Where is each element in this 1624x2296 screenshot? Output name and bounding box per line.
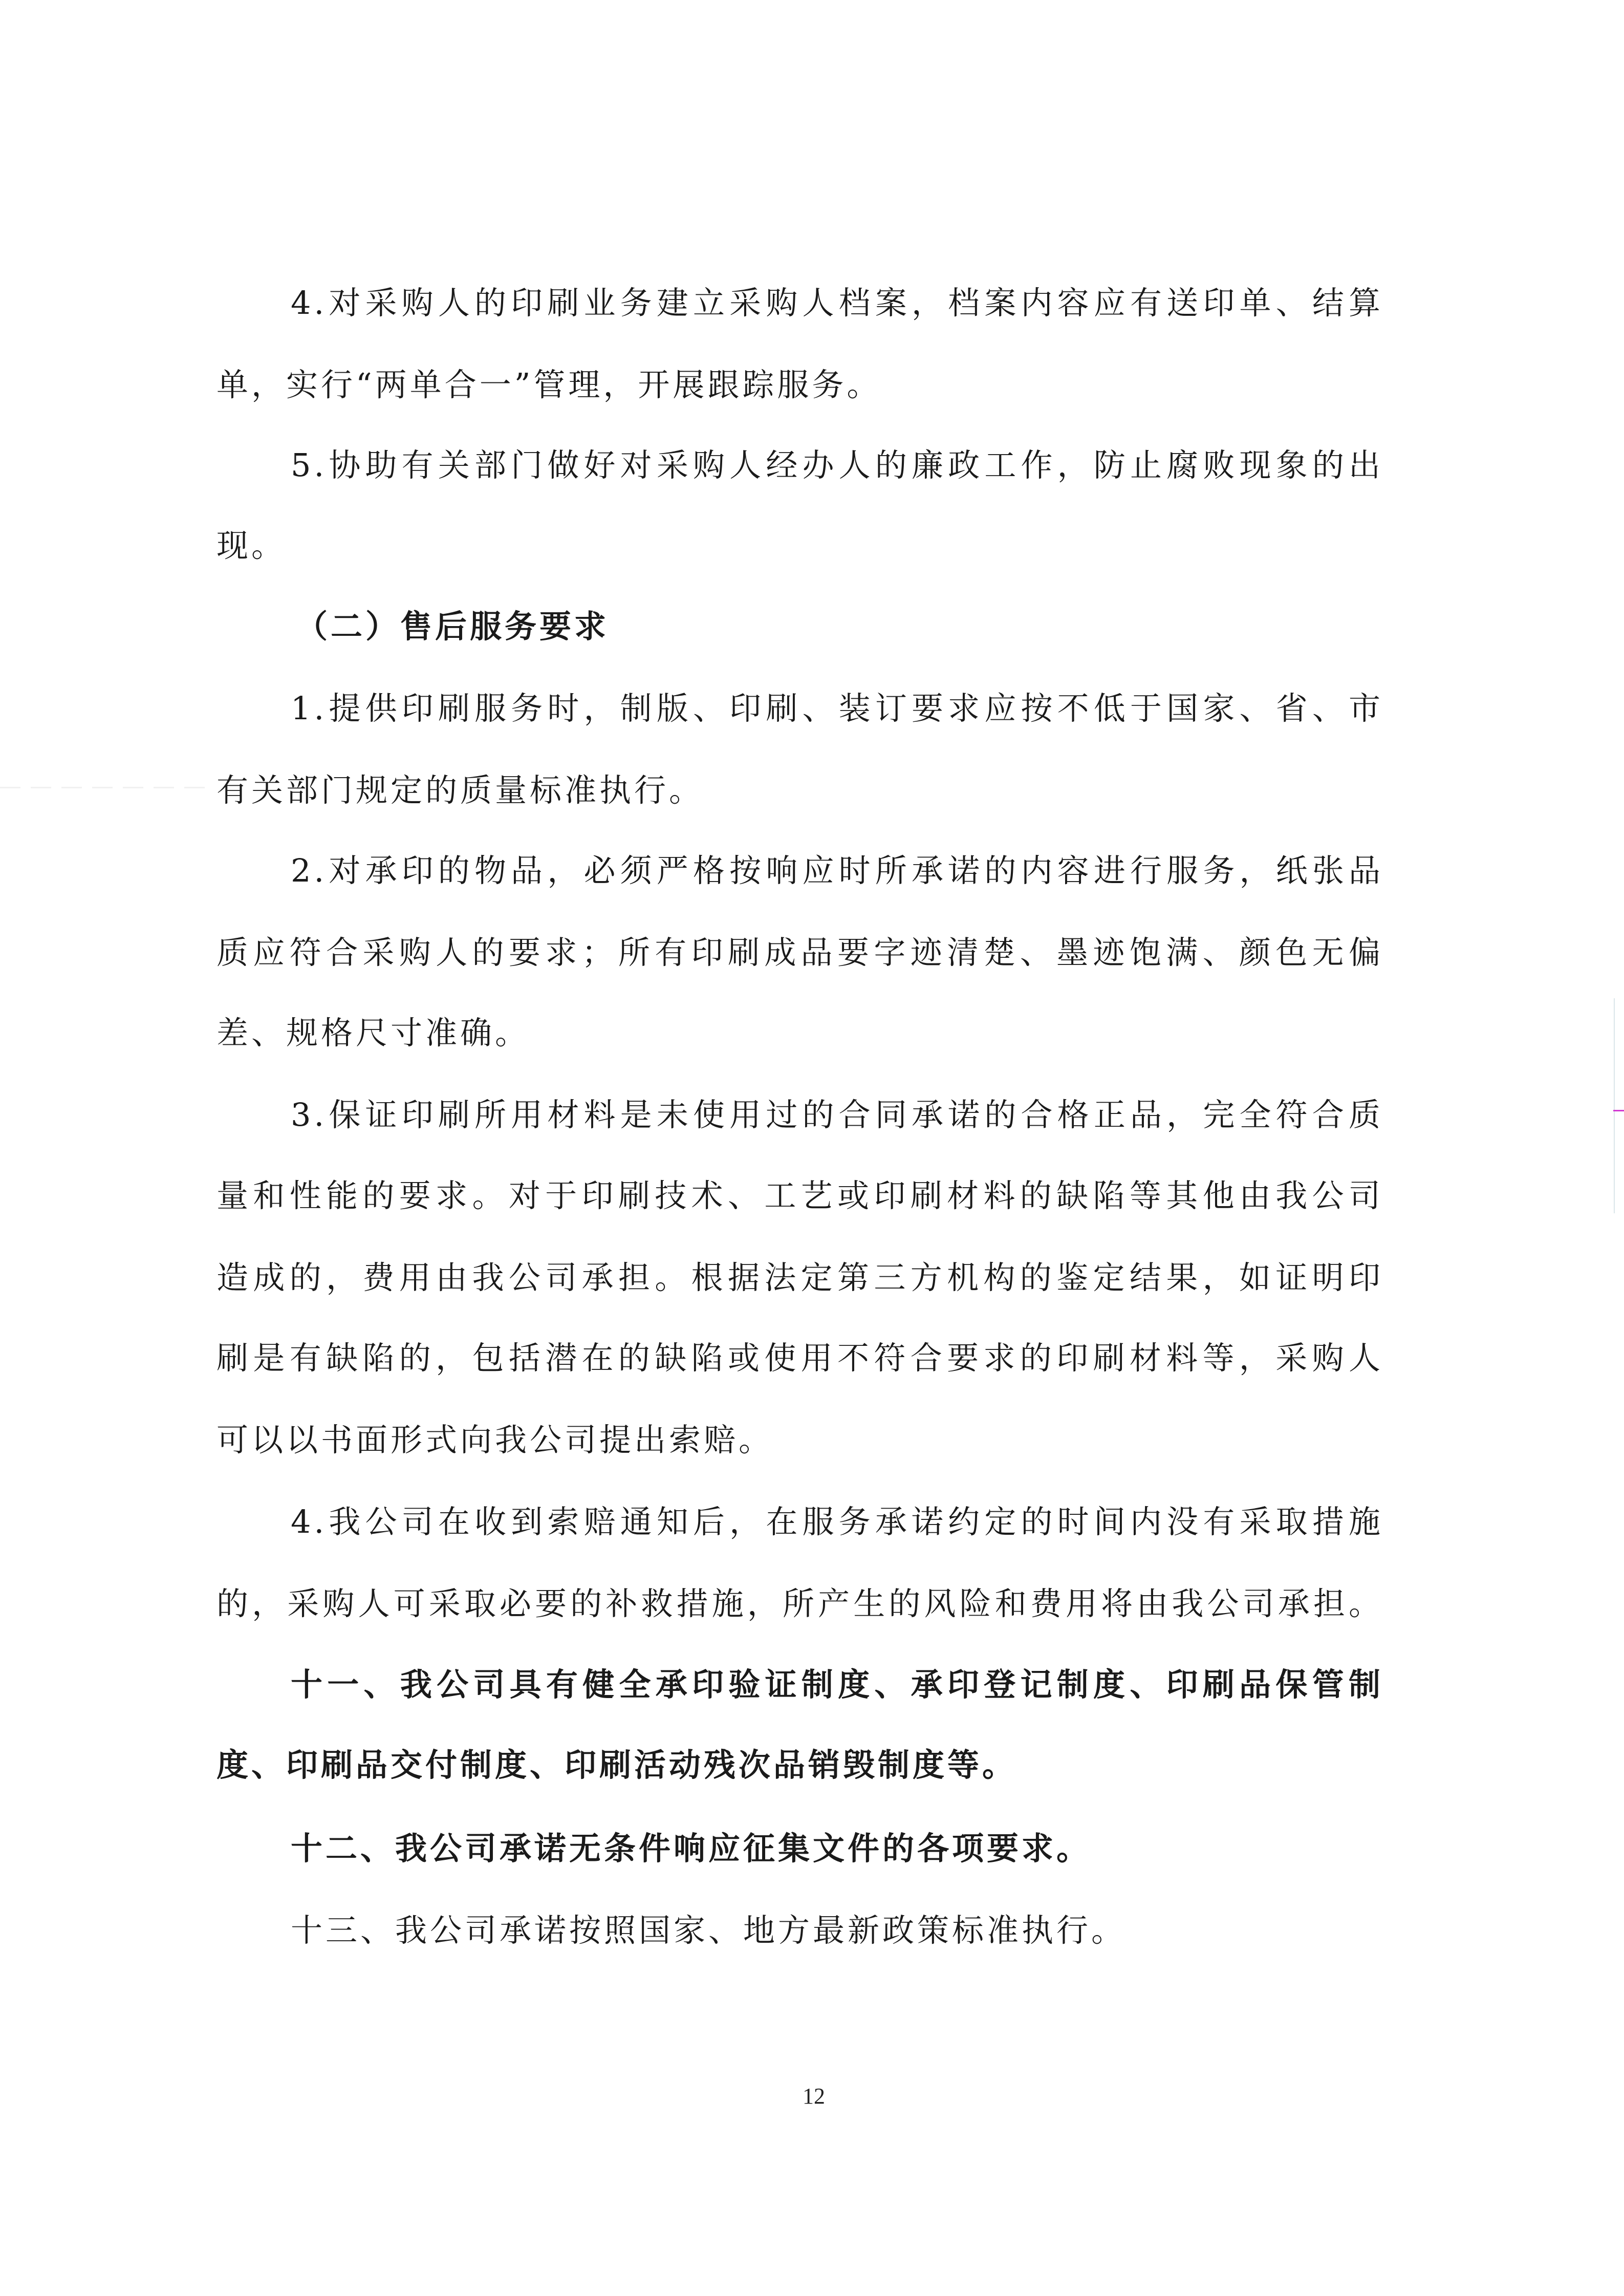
paragraph-line: 有关部门规定的质量标准执行。 xyxy=(216,771,704,809)
page-number: 12 xyxy=(803,2084,825,2109)
paragraph-line: 3.保证印刷所用材料是未使用过的合同承诺的合格正品，完全符合质 xyxy=(291,1096,1383,1133)
paragraph-line: 量和性能的要求。对于印刷技术、工艺或印刷材料的缺陷等其他由我公司 xyxy=(216,1177,1383,1214)
commitment-line: 十二、我公司承诺无条件响应征集文件的各项要求。 xyxy=(291,1830,1092,1867)
paragraph-line: 刷是有缺陷的，包括潜在的缺陷或使用不符合要求的印刷材料等，采购人 xyxy=(216,1339,1383,1377)
commitment-line: 十一、我公司具有健全承印验证制度、承印登记制度、印刷品保管制 xyxy=(291,1666,1383,1703)
commitment-line: 十三、我公司承诺按照国家、地方最新政策标准执行。 xyxy=(291,1912,1127,1949)
paragraph-line: 现。 xyxy=(216,527,287,564)
paragraph-line: 的，采购人可采取必要的补救措施，所产生的风险和费用将由我公司承担。 xyxy=(216,1585,1383,1622)
paragraph-line: 4.我公司在收到索赔通知后，在服务承诺约定的时间内没有采取措施 xyxy=(291,1503,1383,1540)
page-edge-line xyxy=(1614,998,1615,1213)
paragraph-line: 1.提供印刷服务时，制版、印刷、装订要求应按不低于国家、省、市 xyxy=(291,690,1383,727)
scan-artifact-line xyxy=(0,787,205,788)
paragraph-line: 差、规格尺寸准确。 xyxy=(216,1014,530,1052)
commitment-line: 度、印刷品交付制度、印刷活动残次品销毁制度等。 xyxy=(216,1746,1017,1784)
paragraph-line: 4.对采购人的印刷业务建立采购人档案，档案内容应有送印单、结算 xyxy=(291,284,1383,321)
paragraph-line: 质应符合采购人的要求；所有印刷成品要字迹清楚、墨迹饱满、颜色无偏 xyxy=(216,934,1383,971)
page-edge-mark xyxy=(1613,1110,1624,1111)
paragraph-line: 造成的，费用由我公司承担。根据法定第三方机构的鉴定结果，如证明印 xyxy=(216,1259,1383,1296)
paragraph-line: 2.对承印的物品，必须严格按响应时所承诺的内容进行服务，纸张品 xyxy=(291,852,1383,889)
paragraph-line: 单，实行“两单合一”管理，开展跟踪服务。 xyxy=(216,366,882,403)
section-heading: （二）售后服务要求 xyxy=(296,608,610,645)
paragraph-line: 可以以书面形式向我公司提出索赔。 xyxy=(216,1421,774,1458)
paragraph-line: 5.协助有关部门做好对采购人经办人的廉政工作，防止腐败现象的出 xyxy=(291,446,1383,484)
